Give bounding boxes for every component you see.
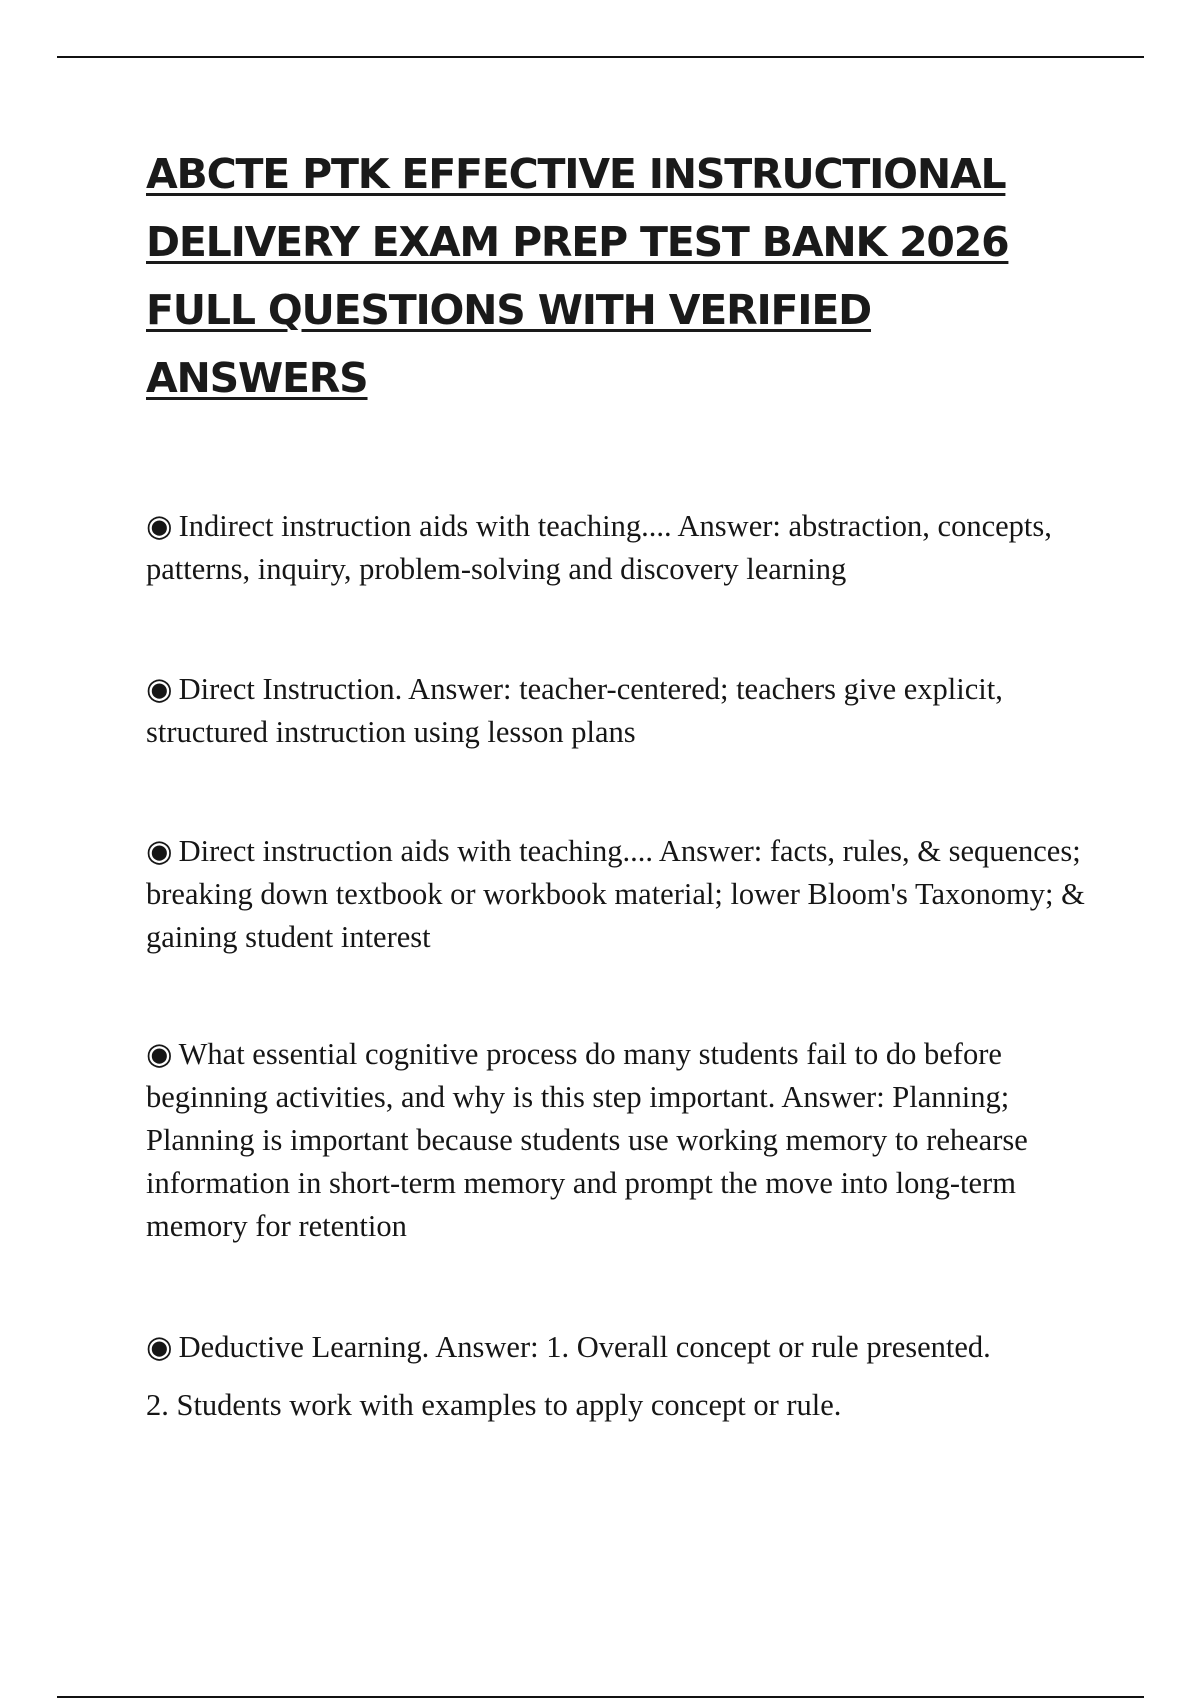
qa-item [146,830,1106,959]
document-title: ABCTE PTK EFFECTIVE INSTRUCTIONAL DELIVERY EXAM PREP TEST BANK 2026 FULL QUESTIONS WITH VERIFIED ANSWERS [146,150,1009,402]
qa-text: Direct instruction aids with teaching.... Answer: facts, rules, & sequences; breaking down textbook or workbook material; lower Bloom's Taxonomy; & gaining student interest [146,834,1085,954]
qa-item [146,1033,1106,1248]
bottom-divider [57,1696,1144,1698]
qa-text: Direct Instruction. Answer: teacher-centered; teachers give explicit, structured instruction using lesson plans [146,672,1003,749]
radio-bullet-icon: ◉ [146,834,173,868]
qa-text: Deductive Learning. Answer: 1. Overall concept or rule presented. [178,1330,991,1364]
top-divider [57,56,1144,58]
qa-text: What essential cognitive process do many students fail to do before beginning activities, and why is this step important. Answer: Planning; Planning is important because students use working memory to rehearse information in short-term memory and prompt the move into long-term memory for retention [146,1037,1028,1243]
qa-item [146,505,1106,591]
qa-item [146,1326,1106,1369]
qa-text: Indirect instruction aids with teaching.... Answer: abstraction, concepts, patterns, inquiry, problem-solving and discovery learning [146,509,1052,586]
qa-item-continuation: 2. Students work with examples to apply concept or rule. [146,1388,842,1422]
radio-bullet-icon: ◉ [146,509,173,543]
radio-bullet-icon: ◉ [146,1037,173,1071]
radio-bullet-icon: ◉ [146,672,173,706]
radio-bullet-icon: ◉ [146,1330,173,1364]
qa-item [146,668,1106,754]
